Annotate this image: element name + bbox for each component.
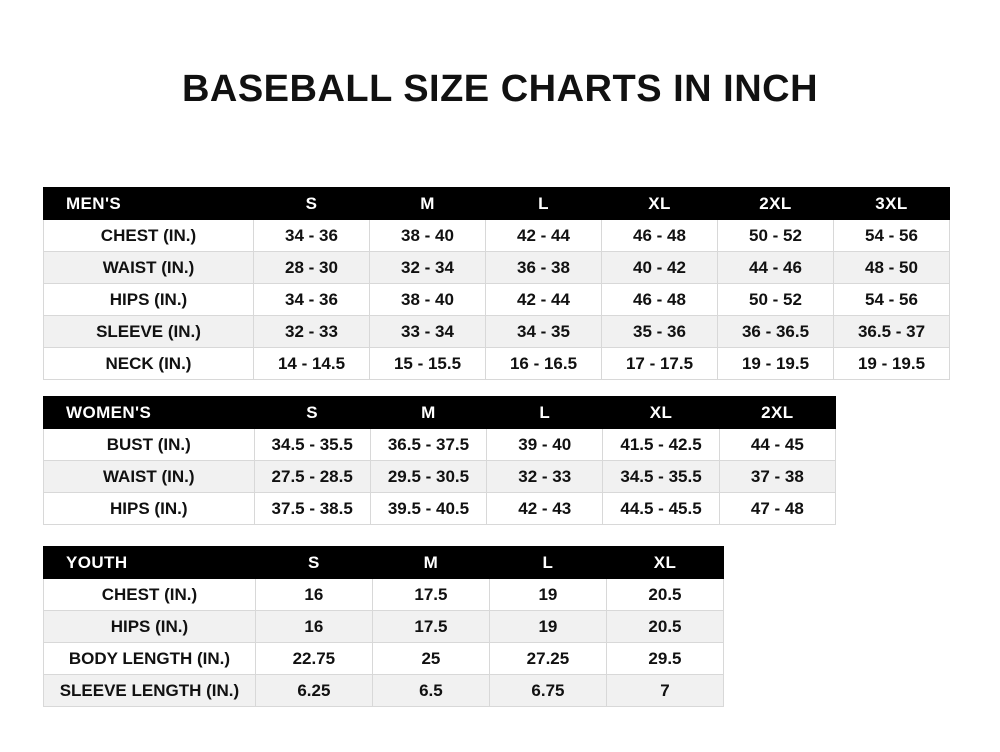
table-row bbox=[44, 643, 724, 675]
youth-header-size: XL bbox=[606, 547, 723, 579]
measurement-value: 34 - 35 bbox=[486, 316, 602, 348]
measurement-value: 7 bbox=[606, 675, 723, 707]
mens-size-chart bbox=[43, 187, 950, 380]
measurement-value: 20.5 bbox=[606, 611, 723, 643]
measurement-value: 17.5 bbox=[372, 611, 489, 643]
measurement-value: 44 - 45 bbox=[719, 429, 835, 461]
mens-header-size: 2XL bbox=[718, 188, 834, 220]
youth-header-title: YOUTH bbox=[44, 547, 256, 579]
youth-header-size: S bbox=[255, 547, 372, 579]
measurement-value: 28 - 30 bbox=[254, 252, 370, 284]
measurement-value: 39 - 40 bbox=[487, 429, 603, 461]
measurement-value: 19 - 19.5 bbox=[834, 348, 950, 380]
mens-header-title: MEN'S bbox=[44, 188, 254, 220]
mens-header-size: M bbox=[370, 188, 486, 220]
measurement-value: 42 - 44 bbox=[486, 220, 602, 252]
measurement-value: 54 - 56 bbox=[834, 284, 950, 316]
womens-header-row bbox=[44, 397, 836, 429]
measurement-value: 17.5 bbox=[372, 579, 489, 611]
measurement-value: 50 - 52 bbox=[718, 220, 834, 252]
measurement-value: 38 - 40 bbox=[370, 284, 486, 316]
measurement-value: 40 - 42 bbox=[602, 252, 718, 284]
measurement-value: 16 - 16.5 bbox=[486, 348, 602, 380]
womens-size-chart bbox=[43, 396, 836, 525]
measurement-label: HIPS (IN.) bbox=[44, 611, 256, 643]
measurement-value: 38 - 40 bbox=[370, 220, 486, 252]
table-row bbox=[44, 429, 836, 461]
measurement-value: 19 bbox=[489, 579, 606, 611]
womens-header-size: L bbox=[487, 397, 603, 429]
mens-header-size: XL bbox=[602, 188, 718, 220]
table-row bbox=[44, 252, 950, 284]
table-row bbox=[44, 220, 950, 252]
measurement-value: 54 - 56 bbox=[834, 220, 950, 252]
table-row bbox=[44, 611, 724, 643]
table-row bbox=[44, 348, 950, 380]
womens-header-size: M bbox=[370, 397, 486, 429]
measurement-value: 14 - 14.5 bbox=[254, 348, 370, 380]
measurement-value: 33 - 34 bbox=[370, 316, 486, 348]
table-row bbox=[44, 316, 950, 348]
measurement-label: NECK (IN.) bbox=[44, 348, 254, 380]
measurement-value: 22.75 bbox=[255, 643, 372, 675]
measurement-value: 35 - 36 bbox=[602, 316, 718, 348]
measurement-label: SLEEVE (IN.) bbox=[44, 316, 254, 348]
measurement-value: 27.25 bbox=[489, 643, 606, 675]
measurement-value: 34 - 36 bbox=[254, 284, 370, 316]
measurement-value: 42 - 44 bbox=[486, 284, 602, 316]
measurement-value: 29.5 - 30.5 bbox=[370, 461, 486, 493]
measurement-value: 39.5 - 40.5 bbox=[370, 493, 486, 525]
measurement-value: 46 - 48 bbox=[602, 284, 718, 316]
womens-header-size: 2XL bbox=[719, 397, 835, 429]
measurement-value: 15 - 15.5 bbox=[370, 348, 486, 380]
measurement-value: 20.5 bbox=[606, 579, 723, 611]
measurement-value: 44 - 46 bbox=[718, 252, 834, 284]
measurement-value: 34 - 36 bbox=[254, 220, 370, 252]
table-row bbox=[44, 284, 950, 316]
measurement-value: 25 bbox=[372, 643, 489, 675]
youth-chart-body bbox=[44, 547, 724, 707]
womens-header-size: S bbox=[254, 397, 370, 429]
measurement-value: 29.5 bbox=[606, 643, 723, 675]
measurement-value: 46 - 48 bbox=[602, 220, 718, 252]
youth-header-row bbox=[44, 547, 724, 579]
measurement-label: WAIST (IN.) bbox=[44, 461, 255, 493]
mens-header-size: L bbox=[486, 188, 602, 220]
measurement-value: 17 - 17.5 bbox=[602, 348, 718, 380]
measurement-value: 19 - 19.5 bbox=[718, 348, 834, 380]
measurement-value: 44.5 - 45.5 bbox=[603, 493, 719, 525]
measurement-value: 36.5 - 37.5 bbox=[370, 429, 486, 461]
measurement-label: CHEST (IN.) bbox=[44, 220, 254, 252]
womens-header-title: WOMEN'S bbox=[44, 397, 255, 429]
mens-header-size: 3XL bbox=[834, 188, 950, 220]
measurement-value: 48 - 50 bbox=[834, 252, 950, 284]
measurement-value: 32 - 33 bbox=[254, 316, 370, 348]
womens-header-size: XL bbox=[603, 397, 719, 429]
measurement-value: 36 - 38 bbox=[486, 252, 602, 284]
measurement-value: 19 bbox=[489, 611, 606, 643]
measurement-value: 6.5 bbox=[372, 675, 489, 707]
measurement-value: 32 - 34 bbox=[370, 252, 486, 284]
measurement-value: 50 - 52 bbox=[718, 284, 834, 316]
measurement-value: 42 - 43 bbox=[487, 493, 603, 525]
youth-size-chart bbox=[43, 546, 724, 707]
measurement-value: 6.75 bbox=[489, 675, 606, 707]
measurement-value: 41.5 - 42.5 bbox=[603, 429, 719, 461]
measurement-value: 34.5 - 35.5 bbox=[254, 429, 370, 461]
mens-chart-body bbox=[44, 188, 950, 380]
measurement-value: 37.5 - 38.5 bbox=[254, 493, 370, 525]
measurement-value: 32 - 33 bbox=[487, 461, 603, 493]
table-row bbox=[44, 493, 836, 525]
table-row bbox=[44, 579, 724, 611]
measurement-label: WAIST (IN.) bbox=[44, 252, 254, 284]
mens-header-size: S bbox=[254, 188, 370, 220]
measurement-label: BODY LENGTH (IN.) bbox=[44, 643, 256, 675]
measurement-value: 6.25 bbox=[255, 675, 372, 707]
measurement-label: BUST (IN.) bbox=[44, 429, 255, 461]
measurement-value: 27.5 - 28.5 bbox=[254, 461, 370, 493]
measurement-value: 16 bbox=[255, 611, 372, 643]
womens-chart-body bbox=[44, 397, 836, 525]
table-row bbox=[44, 461, 836, 493]
measurement-value: 36 - 36.5 bbox=[718, 316, 834, 348]
measurement-value: 36.5 - 37 bbox=[834, 316, 950, 348]
measurement-label: HIPS (IN.) bbox=[44, 493, 255, 525]
measurement-value: 47 - 48 bbox=[719, 493, 835, 525]
mens-header-row bbox=[44, 188, 950, 220]
youth-header-size: M bbox=[372, 547, 489, 579]
youth-header-size: L bbox=[489, 547, 606, 579]
measurement-label: HIPS (IN.) bbox=[44, 284, 254, 316]
table-row bbox=[44, 675, 724, 707]
measurement-value: 37 - 38 bbox=[719, 461, 835, 493]
page-title: BASEBALL SIZE CHARTS IN INCH bbox=[181, 68, 819, 110]
measurement-label: CHEST (IN.) bbox=[44, 579, 256, 611]
measurement-value: 34.5 - 35.5 bbox=[603, 461, 719, 493]
measurement-label: SLEEVE LENGTH (IN.) bbox=[44, 675, 256, 707]
measurement-value: 16 bbox=[255, 579, 372, 611]
